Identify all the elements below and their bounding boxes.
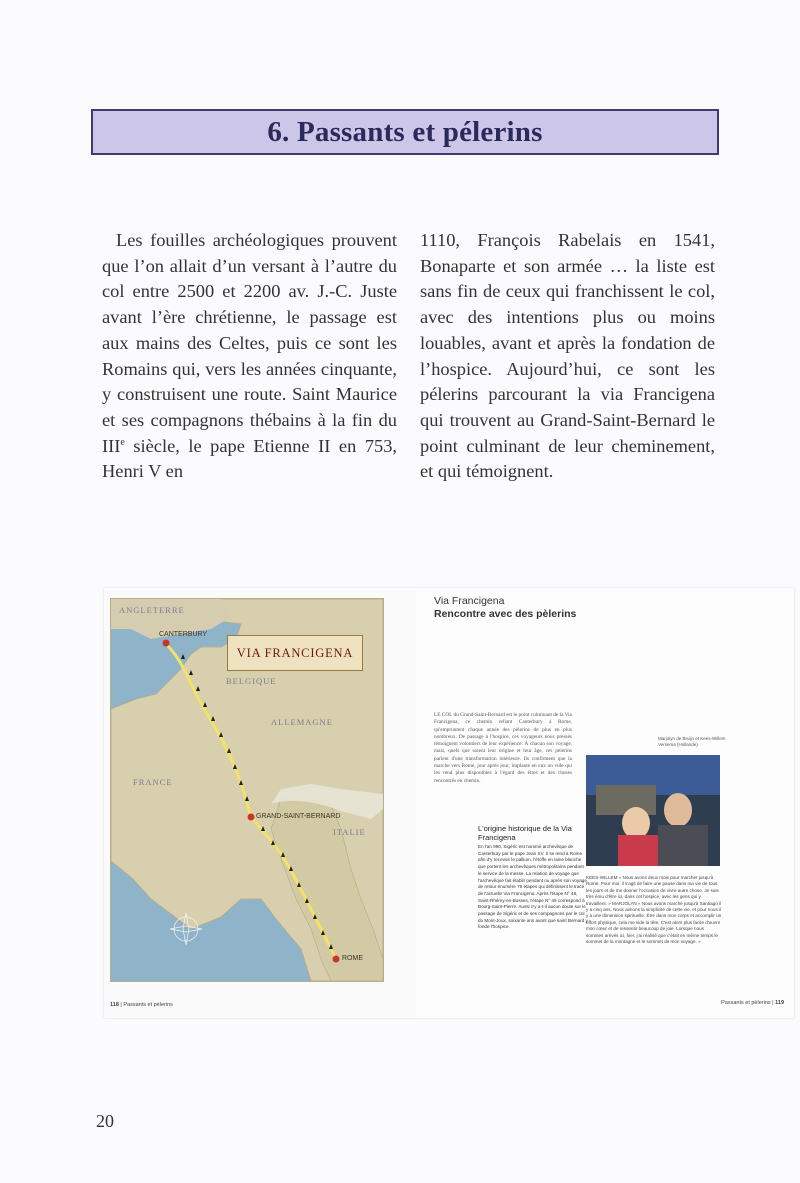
photo-caption: Marjolyn de Bruijn et Kees-Willem Versema (Hollande).: [658, 736, 726, 747]
book-header-line2: Rencontre avec des pèlerins: [434, 608, 577, 620]
rome-marker: [333, 956, 340, 963]
book-lead-text: LE COL du Grand-Saint-Bernard est le point culminant de la Via Francigena, ce chemin reliant Canterbury à Rome, qu'empruntent chaque année des pèlerins de plus en plus nombreux. De passage à l'hospice, ces voyageurs nous pressés témoignent volontiers de leur expérience. À chacun son voyage, mais, quels que soient leur origine et leur âge, ces pèlerins parlent d'une transformation intérieure. Ils confirment que la marche vers Rome, jour après jour, implante en eux un vide qui les rend plus disponibles à l'égard des êtres et des choses rencontrés en chemin.: [434, 712, 572, 784]
left-paragraph: [102, 228, 397, 485]
folio-right-text: Passants et pèlerins |: [721, 1000, 776, 1006]
book-spread-photo: [104, 588, 794, 1018]
map-title: VIA FRANCIGENA: [236, 645, 354, 660]
photo-graphic: [586, 755, 720, 866]
right-column: [420, 228, 715, 485]
book-left-page: [104, 588, 416, 1018]
folio-left-text: | Passants et pèlerins: [118, 1002, 173, 1008]
left-text-end: siècle, le pape Etienne II en 753, Henri V en: [102, 435, 397, 482]
left-column: [102, 228, 397, 485]
book-header: [434, 595, 576, 621]
folio-left: [110, 1002, 173, 1008]
interview-text: KEES-WILLEM « Nous avons deux mois pour marcher jusqu'à Rome. Pour moi, il s'agit de faire une pause dans ma vie de tous les jours et de me donner l'occasion de vivre autre chose. Je suis très ému d'être ici, dans cet hospice, avec les gens qui y travaillent. » MARJOLYN « Nous avons marché jusqu'à Santiago il y a cinq ans. Nous aimons la simplicité de cette vie, et pour nous il y a une dimension spirituelle. Être dans mon corps et accomplir un effort physique, cela me vide la tête. C'est alors plus facile d'ouvrir mon cœur et de ressentir beaucoup de joie. Lorsque nous sommes arrivés ici, hier, j'ai réalisé que c'était en même temps le sommet de la montagne et le sommet de mon voyage. »: [586, 875, 722, 945]
century-superscript: e: [120, 436, 125, 448]
label-canterbury: CANTERBURY: [159, 631, 208, 638]
label-italy: ITALIE: [333, 827, 366, 837]
pilgrims-photo: [586, 755, 720, 866]
folio-left-number: 118: [110, 1002, 119, 1008]
left-text: Les fouilles archéologiques prouvent que l’on allait d’un versant à l’autre du col entre 2500 et 2200 av. J.-C. Juste avant l’ère chrétienne, le passage est aux mains des Celtes, puis ce sont les Romains qui, vers les années cinquante, y construisent une route. Saint Maurice et ses compagnons thébains à la fin du III: [102, 230, 397, 456]
label-germany: ALLEMAGNE: [271, 717, 333, 727]
right-paragraph: 1110, François Rabelais en 1541, Bonaparte et son armée … la liste est sans fin de ceux qui franchissent le col, avec des intentions plus ou moins louables, avant et après la fondation de l’hospice. Aujourd’hui, ce sont les pélerins parcourant la via Francigena qui trouvent au Grand-Saint-Bernard le point culminant de leur cheminement, et qui témoignent.: [420, 230, 715, 482]
folio-right: [721, 1000, 784, 1006]
sidebar-title: L'origine historique de la Via Francigena: [478, 824, 572, 842]
canterbury-marker: [163, 640, 170, 647]
page-number: 20: [96, 1111, 114, 1131]
label-france: FRANCE: [133, 777, 173, 787]
label-belgium: BELGIQUE: [226, 676, 277, 686]
label-england: ANGLETERRE: [119, 605, 185, 615]
chapter-title-box: [91, 109, 719, 155]
folio-right-number: 119: [775, 1000, 784, 1006]
label-gsb: GRAND-SAINT-BERNARD: [256, 813, 341, 820]
label-rome: ROME: [342, 955, 363, 962]
sidebar-text: En l'an 990, Sigéric est nommé archevêque de Canterbury par le pape Jean XV. Il se rend à Rome afin d'y recevoir le pallium, l'étoffe en laine blanche que portent les archevêques métropolitains pendant le service de la messe. La relation de voyage que l'archevêque fait établir pendant ou après son voyage de retour énumère 79 étapes qui définissent le tracé de l'actuelle Via Francigena. Après l'étape N° 48, Saint-Rhémy-en-Bosses, l'étape N° 49 correspond à Bourg-Saint-Pierre. Aussi n'y a-t-il aucun doute sur le passage de Sigéric et de ses compagnons par le col du Mont-Joux, soixante ans avant que saint Bernard y fonde l'hospice.: [478, 844, 588, 930]
via-francigena-map: [110, 598, 384, 982]
chapter-title: 6. Passants et pélerins: [267, 115, 543, 148]
book-header-line1: Via Francigena: [434, 595, 505, 607]
book-right-page: [416, 588, 794, 1018]
map-title-box: [227, 635, 363, 671]
gsb-marker: [248, 814, 255, 821]
